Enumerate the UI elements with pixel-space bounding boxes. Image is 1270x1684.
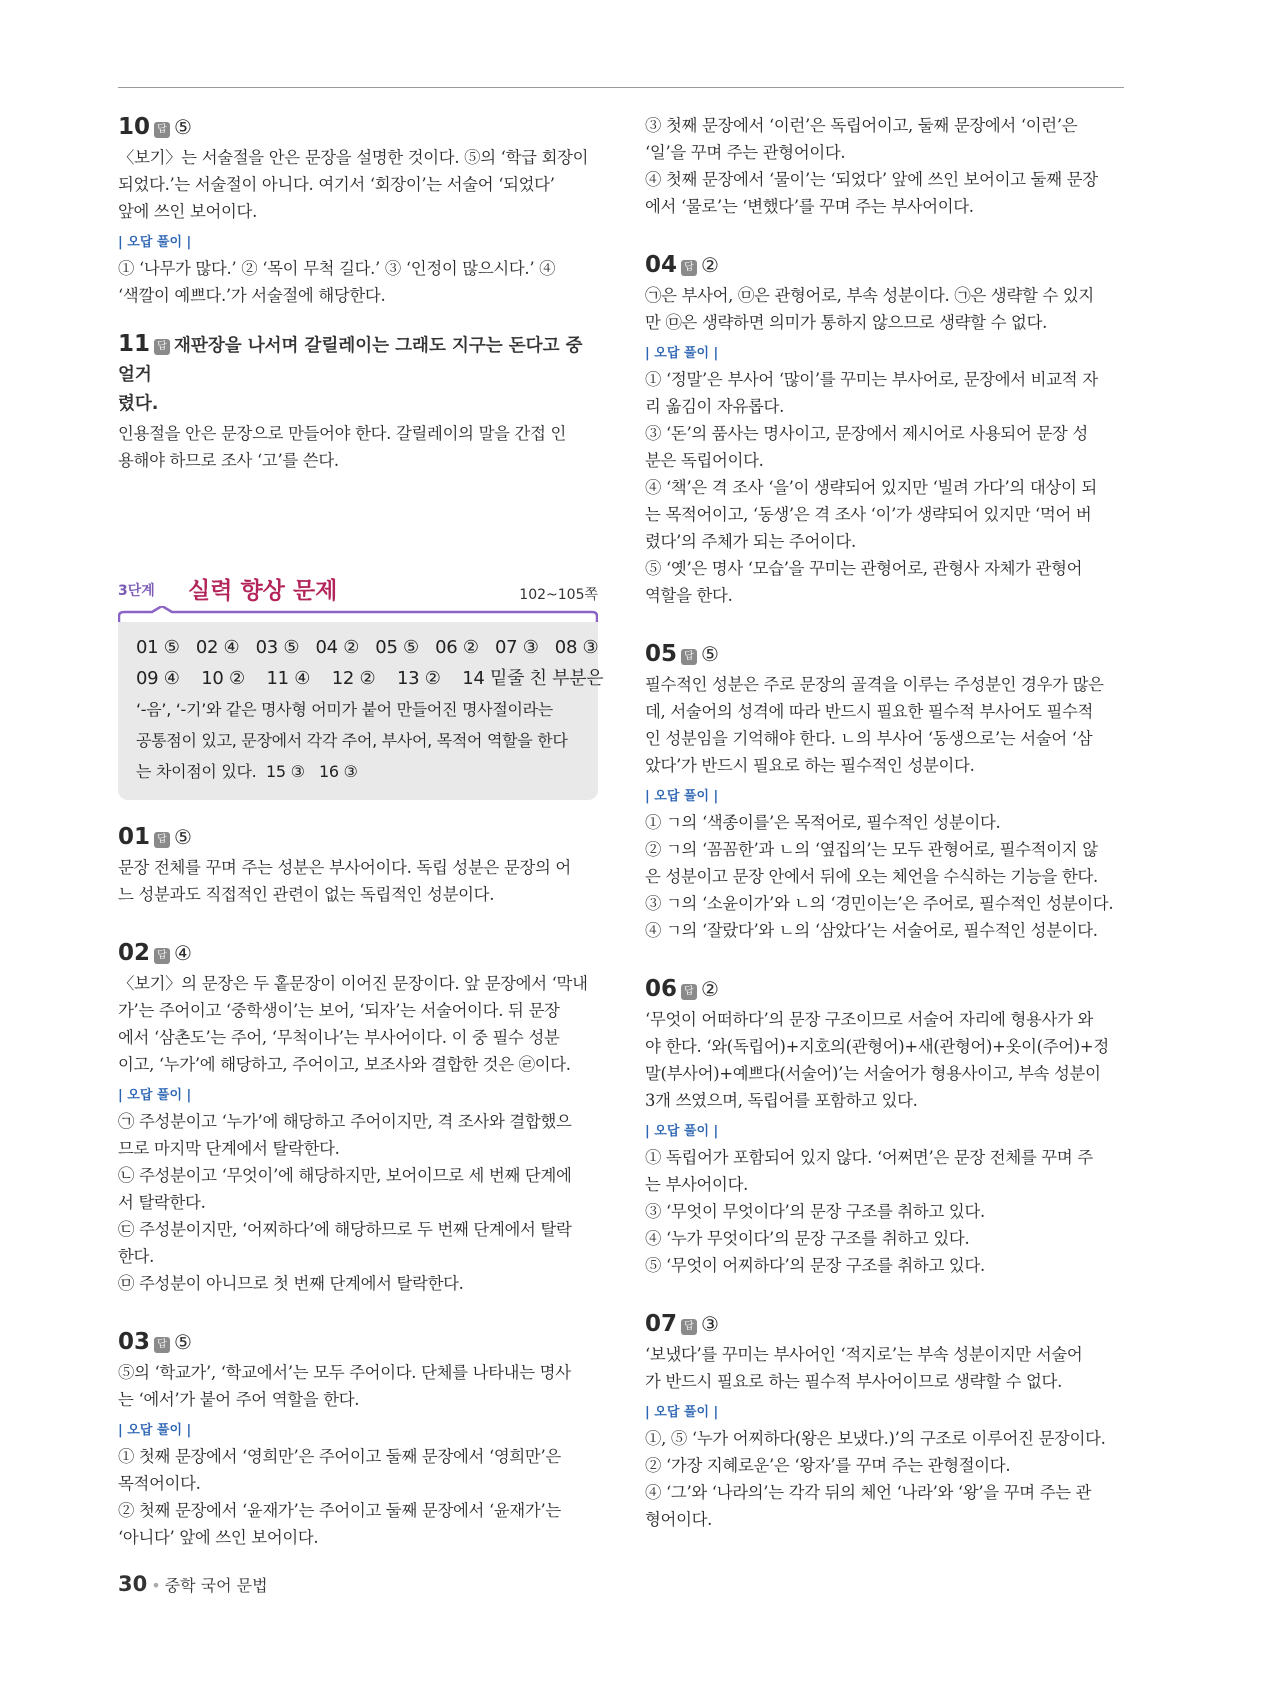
entry-number: 01 xyxy=(118,824,151,850)
answer-badge: 답 xyxy=(154,832,170,848)
wrong-answer-text: ① ‘정말’은 부사어 ‘많이’를 꾸미는 부사어로, 문장에서 비교적 자 리 옮김이 자유롭다. ③ ‘돈’의 품사는 명사이고, 문장에서 제시어로 사용되어 문장 성 분은 독립어이다. ④ ‘책’은 격 조사 ‘을’이 생략되어 있지만 ‘빌려 가다’의 대상이 되 는 목적어이고, ‘동생’은 격 조사 ‘이’가 생략되어 있지만 ‘먹어 버 렸다’의 주체가 되는 주어이다. ⑤ ‘옛’은 명사 ‘모습’을 꾸미는 관형어로, 관형사 자체가 관형어 역할을 한다. xyxy=(645,370,1098,605)
answer-badge: 답 xyxy=(154,122,170,138)
answers-line-5: 는 차이점이 있다. 15 ③ 16 ③ xyxy=(136,762,358,781)
answer-value: ⑤ xyxy=(174,825,192,849)
answer-badge: 답 xyxy=(681,649,697,665)
answer-value: ⑤ xyxy=(174,1330,192,1354)
entry-05 xyxy=(645,639,1125,944)
explanation: 〈보기〉의 문장은 두 홑문장이 이어진 문장이다. 앞 문장에서 ‘막내 가’는 주어이고 ‘중학생이’는 보어, ‘되자’는 서술어이다. 뒤 문장 에서 ‘삼촌도’는 주어, ‘무척이나’는 부사어이다. 이 중 필수 성분 이고, ‘누가’에 해당하고, 주어이고, 보조사와 결합한 것은 ㉣이다. xyxy=(118,974,588,1074)
stage-level: 3단계 xyxy=(118,583,155,599)
entry-01 xyxy=(118,822,598,908)
entry-07 xyxy=(645,1309,1125,1533)
entry-02 xyxy=(118,938,598,1297)
explanation: 문장 전체를 꾸며 주는 성분은 부사어이다. 독립 성분은 문장의 어 느 성분과도 직접적인 관련이 없는 독립적인 성분이다. xyxy=(118,858,571,904)
entry-number: 06 xyxy=(645,976,678,1002)
book-title: 중학 국어 문법 xyxy=(164,1576,268,1595)
wrong-answer-label: | 오답 풀이 | xyxy=(645,1124,719,1139)
answer-badge: 답 xyxy=(681,984,697,1000)
answer-badge: 답 xyxy=(154,339,170,355)
answer-summary-box xyxy=(118,622,604,800)
answer-value: ④ xyxy=(174,941,192,965)
wrong-answer-label: | 오답 풀이 | xyxy=(118,1423,192,1438)
explanation: 〈보기〉는 서술절을 안은 문장을 설명한 것이다. ⑤의 ‘학급 회장이 되었다.’는 서술절이 아니다. 여기서 ‘회장이’는 서술어 ‘되었다’ 앞에 쓰인 보어이다. xyxy=(118,148,589,221)
wrong-answer-label: | 오답 풀이 | xyxy=(118,1088,192,1103)
page-number: 30 xyxy=(118,1572,148,1596)
answer-value: ② xyxy=(701,977,719,1001)
wrong-answer-label: | 오답 풀이 | xyxy=(645,1405,719,1420)
wrong-answer-text: ① ㄱ의 ‘색종이를’은 목적어로, 필수적인 성분이다. ② ㄱ의 ‘꼼꼼한’과 ㄴ의 ‘옆집의’는 모두 관형어로, 필수적이지 않 은 성분이고 문장 안에서 뒤에 오는 체언을 수식하는 기능을 한다. ③ ㄱ의 ‘소윤이가’와 ㄴ의 ‘경민이는’은 주어로, 필수적인 성분이다. ④ ㄱ의 ‘잘랐다’와 ㄴ의 ‘삼았다’는 서술어로, 필수적인 성분이다. xyxy=(645,813,1114,940)
wrong-answer-text: ① 독립어가 포함되어 있지 않다. ‘어쩌면’은 문장 전체를 꾸며 주 는 부사어이다. ③ ‘무엇이 무엇이다’의 문장 구조를 취하고 있다. ④ ‘누가 무엇이다’의 문장 구조를 취하고 있다. ⑤ ‘무엇이 어찌하다’의 문장 구조를 취하고 있다. xyxy=(645,1148,1093,1275)
answer-value: ⑤ xyxy=(701,642,719,666)
entry-number: 03 xyxy=(118,1329,151,1355)
page-footer xyxy=(118,1572,268,1596)
answer-badge: 답 xyxy=(154,948,170,964)
explanation: ㉠은 부사어, ㉤은 관형어로, 부속 성분이다. ㉠은 생략할 수 있지 만 ㉤은 생략하면 의미가 통하지 않으므로 생략할 수 없다. xyxy=(645,286,1094,332)
answer-value: ② xyxy=(701,253,719,277)
left-column-lower xyxy=(118,822,598,1551)
entry-04 xyxy=(645,250,1125,609)
wrong-answer-text: ① 첫째 문장에서 ‘영희만’은 주어이고 둘째 문장에서 ‘영희만’은 목적어이다. ② 첫째 문장에서 ‘윤재가’는 주어이고 둘째 문장에서 ‘윤재가’는 ‘아니다’ 앞에 쓰인 보어이다. xyxy=(118,1447,561,1547)
separator-dot: • xyxy=(151,1576,161,1595)
answer-value: ⑤ xyxy=(174,115,192,139)
left-column xyxy=(118,112,598,474)
explanation: ⑤의 ‘학교가’, ‘학교에서’는 모두 주어이다. 단체를 나타내는 명사 는 ‘에서’가 붙어 주어 역할을 한다. xyxy=(118,1363,571,1409)
stage-title: 실력 향상 문제 xyxy=(188,578,338,604)
entry-10 xyxy=(118,112,598,309)
explanation: 인용절을 안은 문장으로 만들어야 한다. 갈릴레이의 말을 간접 인 용해야 하므로 조사 ‘고’를 쓴다. xyxy=(118,424,567,470)
answer-value: ③ xyxy=(701,1312,719,1336)
entry-number: 05 xyxy=(645,641,678,667)
answer-value: 재판장을 나서며 갈릴레이는 그래도 지구는 돈다고 중얼거 렸다. xyxy=(118,336,583,414)
answers-line-3: ‘-음’, ‘-기’와 같은 명사형 어미가 붙어 만들어진 명사절이라는 xyxy=(136,700,553,719)
answers-line-1: 01 ⑤ 02 ④ 03 ⑤ 04 ② 05 ⑤ 06 ② 07 ③ 08 ③ xyxy=(136,637,599,658)
entry-number: 02 xyxy=(118,940,151,966)
explanation: ‘보냈다’를 꾸미는 부사어인 ‘적지로’는 부속 성분이지만 서술어 가 반드시 필요로 하는 필수적 부사어이므로 생략할 수 없다. xyxy=(645,1345,1083,1391)
answers-line-2: 09 ④ 10 ② 11 ④ 12 ② 13 ② 14 밑줄 친 부분은 xyxy=(136,668,604,689)
explanation: ‘무엇이 어떠하다’의 문장 구조이므로 서술어 자리에 형용사가 와 야 한다. ‘와(독립어)+지호의(관형어)+새(관형어)+옷이(주어)+정 말(부사어)+예쁘다(서술어)’는 서술어가 형용사이고, 부속 성분이 3개 쓰였으며, 독립어를 포함하고 있다. xyxy=(645,1010,1109,1110)
wrong-answer-label: | 오답 풀이 | xyxy=(118,235,192,250)
entry-number: 11 xyxy=(118,331,151,357)
entry-number: 04 xyxy=(645,252,678,278)
entry-number: 10 xyxy=(118,114,151,140)
wrong-answer-text: ①, ⑤ ‘누가 어찌하다(왕은 보냈다.)’의 구조로 이루어진 문장이다. ② ‘가장 지혜로운’은 ‘왕자’를 꾸며 주는 관형절이다. ④ ‘그’와 ‘나라의’는 각각 뒤의 체언 ‘나라’와 ‘왕’을 꾸며 주는 관 형어이다. xyxy=(645,1429,1106,1529)
entry-03 xyxy=(118,1327,598,1551)
entry-03-continued: ③ 첫째 문장에서 ‘이런’은 독립어이고, 둘째 문장에서 ‘이런’은 ‘일’을 꾸며 주는 관형어이다. ④ 첫째 문장에서 ‘물이’는 ‘되었다’ 앞에 쓰인 보어이고 둘째 문장 에서 ‘물로’는 ‘변했다’를 꾸며 주는 부사어이다. xyxy=(645,116,1098,216)
wrong-answer-label: | 오답 풀이 | xyxy=(645,346,719,361)
top-rule xyxy=(118,87,1124,88)
answers-line-4: 공통점이 있고, 문장에서 각각 주어, 부사어, 목적어 역할을 한다 xyxy=(136,731,568,750)
entry-11 xyxy=(118,331,598,474)
wrong-answer-label: | 오답 풀이 | xyxy=(645,789,719,804)
answer-badge: 답 xyxy=(154,1337,170,1353)
explanation: 필수적인 성분은 주로 문장의 골격을 이루는 주성분인 경우가 많은 데, 서술어의 성격에 따라 반드시 필요한 필수적 부사어도 필수적 인 성분임을 기억해야 한다. ㄴ의 부사어 ‘동생으로’는 서술어 ‘삼 았다’가 반드시 필요로 하는 필수적인 성분이다. xyxy=(645,675,1104,775)
entry-number: 07 xyxy=(645,1311,678,1337)
answer-badge: 답 xyxy=(681,260,697,276)
entry-06 xyxy=(645,974,1125,1279)
wrong-answer-text: ㉠ 주성분이고 ‘누가’에 해당하고 주어이지만, 격 조사와 결합했으 므로 마지막 단계에서 탈락한다. ㉡ 주성분이고 ‘무엇이’에 해당하지만, 보어이므로 세 번째 단계에 서 탈락한다. ㉢ 주성분이지만, ‘어찌하다’에 해당하므로 두 번째 단계에서 탈락 한다. ㉤ 주성분이 아니므로 첫 번째 단계에서 탈락한다. xyxy=(118,1112,572,1293)
right-column xyxy=(645,112,1125,1533)
answer-badge: 답 xyxy=(681,1319,697,1335)
wrong-answer-text: ① ‘나무가 많다.’ ② ‘목이 무척 길다.’ ③ ‘인정이 많으시다.’ ④ ‘색깔이 예쁘다.’가 서술절에 해당한다. xyxy=(118,259,556,305)
stage-pages: 102~105쪽 xyxy=(519,587,598,603)
